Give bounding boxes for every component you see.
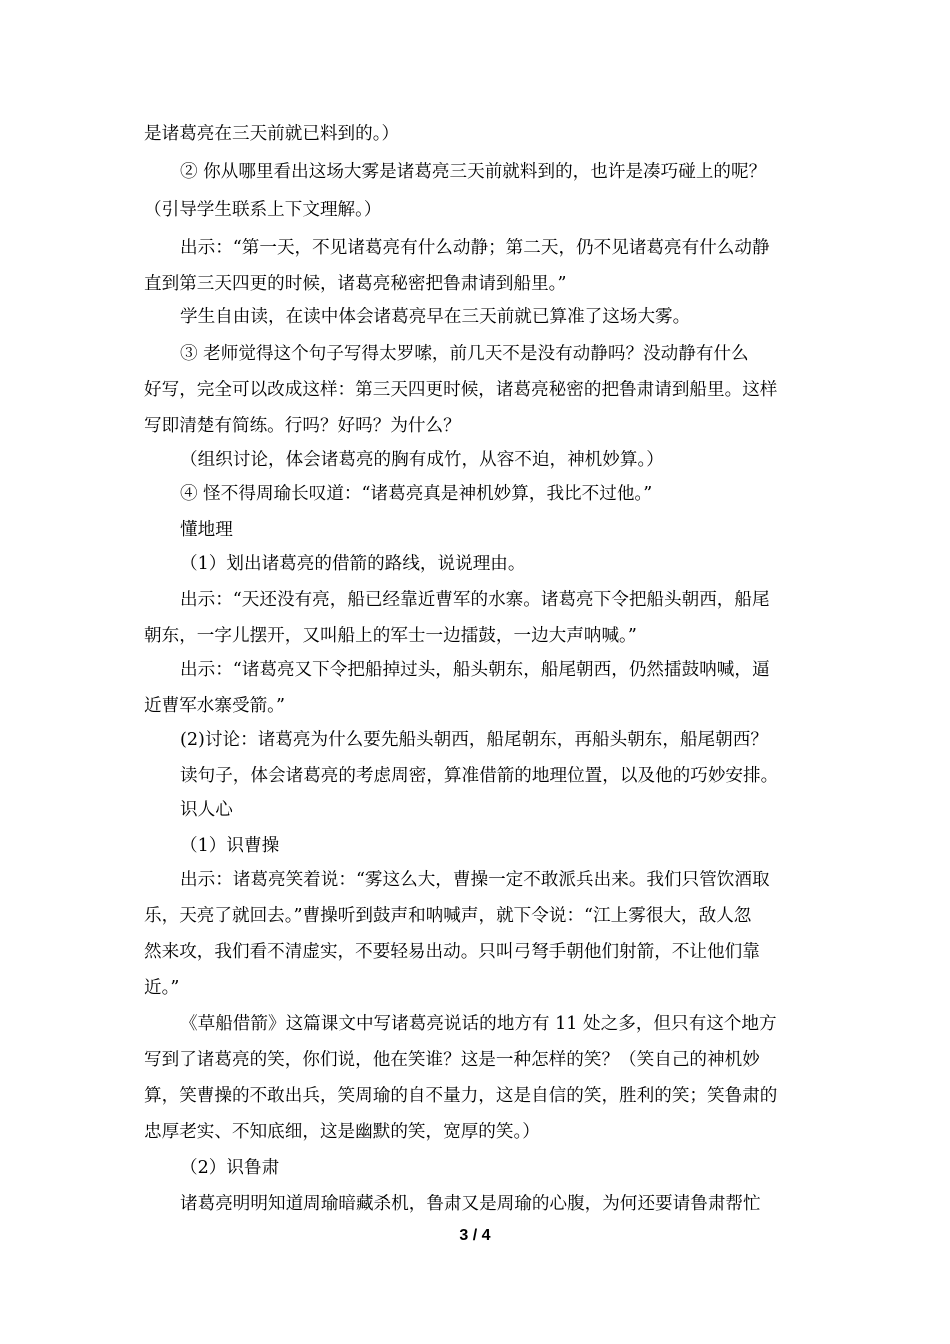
text-line: (2)讨论：诸葛亮为什么要先船头朝西，船尾朝东，再船头朝东，船尾朝西？	[180, 730, 768, 750]
text-line: 出示：“第一天，不见诸葛亮有什么动静；第二天，仍不见诸葛亮有什么动静	[180, 238, 770, 258]
text-line: 近曹军水寨受箭。”	[144, 696, 285, 716]
section-heading: 懂地理	[180, 520, 233, 540]
page-number: 3 / 4	[459, 1227, 491, 1244]
text-line: 好写，完全可以改成这样：第三天四更时候，诸葛亮秘密的把鲁肃请到船里。这样	[144, 380, 778, 400]
text-line: 朝东，一字儿摆开，又叫船上的军士一边擂鼓，一边大声呐喊。”	[144, 626, 637, 646]
text-line: 出示：“诸葛亮又下令把船掉过头，船头朝东，船尾朝西，仍然擂鼓呐喊，逼	[180, 660, 770, 680]
text-line: （1）划出诸葛亮的借箭的路线，说说理由。	[180, 554, 526, 574]
text-line: （2）识鲁肃	[180, 1158, 280, 1178]
text-line: （组织讨论，体会诸葛亮的胸有成竹，从容不迫，神机妙算。）	[180, 450, 664, 470]
text-line: （引导学生联系上下文理解。）	[144, 200, 382, 220]
text-line: ③ 老师觉得这个句子写得太罗嗦，前几天不是没有动静吗？没动静有什么	[180, 344, 749, 364]
text-line: 近。”	[144, 978, 180, 998]
text-line: 乐，天亮了就回去。”曹操听到鼓声和呐喊声，就下令说：“江上雾很大，敌人忽	[144, 906, 752, 926]
text-line: ② 你从哪里看出这场大雾是诸葛亮三天前就料到的，也许是凑巧碰上的呢？	[180, 162, 767, 182]
text-line: 是诸葛亮在三天前就已料到的。）	[144, 124, 400, 144]
text-line: 忠厚老实、不知底细，这是幽默的笑，宽厚的笑。）	[144, 1122, 540, 1142]
text-line: 出示：诸葛亮笑着说：“雾这么大，曹操一定不敢派兵出来。我们只管饮酒取	[180, 870, 770, 890]
section-heading: 识人心	[180, 800, 233, 820]
text-line: 然来攻，我们看不清虚实，不要轻易出动。只叫弓弩手朝他们射箭，不让他们靠	[144, 942, 760, 962]
text-line: 学生自由读，在读中体会诸葛亮早在三天前就已算准了这场大雾。	[180, 307, 691, 327]
text-line: 读句子，体会诸葛亮的考虑周密，算准借箭的地理位置，以及他的巧妙安排。	[180, 766, 779, 786]
text-line: 《草船借箭》这篇课文中写诸葛亮说话的地方有 11 处之多，但只有这个地方	[180, 1014, 777, 1034]
text-line: 写即清楚有简练。行吗？好吗？为什么？	[144, 416, 461, 436]
text-line: 出示：“天还没有亮，船已经靠近曹军的水寨。诸葛亮下令把船头朝西，船尾	[180, 590, 770, 610]
text-line: 写到了诸葛亮的笑，你们说，他在笑谁？这是一种怎样的笑？（笑自己的神机妙	[144, 1050, 760, 1070]
text-line: 直到第三天四更的时候，诸葛亮秘密把鲁肃请到船里。”	[144, 274, 567, 294]
text-line: 算，笑曹操的不敢出兵，笑周瑜的自不量力，这是自信的笑，胜利的笑；笑鲁肃的	[144, 1086, 778, 1106]
text-line: 诸葛亮明明知道周瑜暗藏杀机，鲁肃又是周瑜的心腹，为何还要请鲁肃帮忙	[180, 1194, 761, 1214]
text-line: ④ 怪不得周瑜长叹道：“诸葛亮真是神机妙算，我比不过他。”	[180, 484, 653, 504]
text-line: （1）识曹操	[180, 836, 280, 856]
